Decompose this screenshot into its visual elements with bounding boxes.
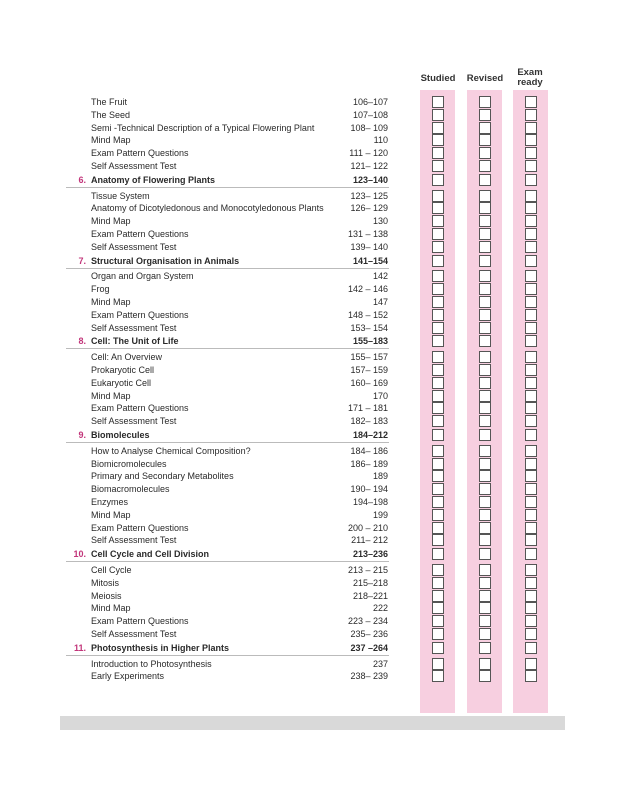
chapter-row bbox=[0, 642, 626, 655]
page-range: 190– 194 bbox=[350, 484, 388, 495]
revised-checkbox[interactable] bbox=[479, 628, 491, 640]
topic-row bbox=[0, 496, 626, 509]
topic-row bbox=[0, 445, 626, 458]
exam-ready-checkbox[interactable] bbox=[525, 548, 537, 560]
exam-ready-checkbox[interactable] bbox=[525, 351, 537, 363]
exam-ready-checkbox[interactable] bbox=[525, 202, 537, 214]
studied-checkbox[interactable] bbox=[432, 496, 444, 508]
revised-header: Revised bbox=[466, 73, 504, 84]
topic-title: Mind Map bbox=[91, 603, 131, 614]
page-range: 215–218 bbox=[352, 577, 388, 588]
revised-checkbox[interactable] bbox=[479, 109, 491, 121]
chapter-title: Cell Cycle and Cell Division bbox=[91, 549, 210, 560]
page-range: 111 – 120 bbox=[349, 148, 388, 159]
chapter-divider bbox=[66, 442, 389, 443]
revised-checkbox[interactable] bbox=[479, 642, 491, 654]
topic-title: Early Experiments bbox=[91, 671, 165, 682]
page-range: 200 – 210 bbox=[347, 522, 388, 533]
page-range: 238– 239 bbox=[350, 671, 388, 682]
exam-ready-checkbox[interactable] bbox=[525, 190, 537, 202]
exam-ready-checkbox[interactable] bbox=[525, 255, 537, 267]
revised-checkbox[interactable] bbox=[479, 509, 491, 521]
revised-checkbox[interactable] bbox=[479, 602, 491, 614]
chapter-number: 11. bbox=[73, 642, 86, 653]
exam-ready-checkbox[interactable] bbox=[525, 590, 537, 602]
topic-row bbox=[0, 364, 626, 377]
topic-title: Meiosis bbox=[91, 590, 122, 601]
studied-checkbox[interactable] bbox=[432, 509, 444, 521]
studied-checkbox[interactable] bbox=[432, 658, 444, 670]
page-range: 194–198 bbox=[352, 497, 388, 507]
exam-ready-checkbox[interactable] bbox=[525, 628, 537, 640]
chapter-row bbox=[0, 548, 626, 561]
studied-checkbox[interactable] bbox=[432, 255, 444, 267]
revised-checkbox[interactable] bbox=[479, 351, 491, 363]
exam-ready-checkbox[interactable] bbox=[525, 283, 537, 295]
exam-ready-checkbox[interactable] bbox=[525, 270, 537, 282]
page-range: 126– 129 bbox=[350, 203, 388, 214]
page-range: 141–154 bbox=[352, 255, 388, 266]
revised-checkbox[interactable] bbox=[479, 122, 491, 134]
topic-title: Exam Pattern Questions bbox=[91, 403, 189, 414]
topic-title: Mind Map bbox=[91, 297, 131, 307]
studied-checkbox[interactable] bbox=[432, 147, 444, 159]
chapter-divider bbox=[66, 348, 389, 349]
revised-checkbox[interactable] bbox=[479, 96, 491, 108]
topic-title: Primary and Secondary Metabolites bbox=[91, 471, 234, 482]
chapter-row bbox=[0, 335, 626, 348]
studied-checkbox[interactable] bbox=[432, 602, 444, 614]
studied-checkbox[interactable] bbox=[432, 590, 444, 602]
studied-checkbox[interactable] bbox=[432, 364, 444, 376]
studied-checkbox[interactable] bbox=[432, 122, 444, 134]
studied-checkbox[interactable] bbox=[432, 96, 444, 108]
studied-checkbox[interactable] bbox=[432, 522, 444, 534]
topic-title: Self Assessment Test bbox=[91, 322, 177, 333]
studied-checkbox[interactable] bbox=[432, 429, 444, 441]
topic-row bbox=[0, 270, 626, 283]
chapter-row bbox=[0, 255, 626, 268]
topic-title: Biomacromolecules bbox=[91, 484, 170, 495]
topic-row bbox=[0, 147, 626, 160]
topic-row bbox=[0, 228, 626, 241]
revised-checkbox[interactable] bbox=[479, 564, 491, 576]
topic-title: Cell Cycle bbox=[91, 565, 132, 575]
topic-title: Exam Pattern Questions bbox=[91, 148, 189, 159]
topic-title: Organ and Organ System bbox=[91, 271, 194, 282]
topic-row bbox=[0, 577, 626, 590]
exam-ready-checkbox[interactable] bbox=[525, 602, 537, 614]
chapter-divider bbox=[66, 561, 389, 562]
studied-checkbox[interactable] bbox=[432, 160, 444, 172]
exam-ready-checkbox[interactable] bbox=[525, 122, 537, 134]
page-range: 107–108 bbox=[352, 109, 388, 120]
studied-checkbox[interactable] bbox=[432, 470, 444, 482]
topic-title: Exam Pattern Questions bbox=[91, 229, 189, 239]
exam-ready-checkbox[interactable] bbox=[525, 160, 537, 172]
exam-ready-checkbox[interactable] bbox=[525, 415, 537, 427]
exam-ready-checkbox[interactable] bbox=[525, 377, 537, 389]
topic-row bbox=[0, 283, 626, 296]
studied-checkbox[interactable] bbox=[432, 628, 444, 640]
page-range: 160– 169 bbox=[350, 377, 388, 388]
exam-ready-checkbox[interactable] bbox=[525, 241, 537, 253]
revised-checkbox[interactable] bbox=[479, 296, 491, 308]
studied-checkbox[interactable] bbox=[432, 309, 444, 321]
topic-row bbox=[0, 402, 626, 415]
topic-title: The Fruit bbox=[91, 97, 128, 107]
page-range: 237 bbox=[372, 658, 388, 669]
topic-row bbox=[0, 483, 626, 496]
topic-row bbox=[0, 309, 626, 322]
studied-checkbox[interactable] bbox=[432, 109, 444, 121]
topic-title: Eukaryotic Cell bbox=[91, 377, 152, 388]
revised-checkbox[interactable] bbox=[479, 309, 491, 321]
topic-title: Anatomy of Dicotyledonous and Monocotyledonous Plants bbox=[91, 203, 324, 214]
revised-checkbox[interactable] bbox=[479, 402, 491, 414]
topic-row bbox=[0, 602, 626, 615]
revised-checkbox[interactable] bbox=[479, 190, 491, 202]
exam-ready-checkbox[interactable] bbox=[525, 335, 537, 347]
revised-checkbox[interactable] bbox=[479, 429, 491, 441]
studied-checkbox[interactable] bbox=[432, 445, 444, 457]
page-range: 110 bbox=[373, 135, 388, 146]
topic-row bbox=[0, 351, 626, 364]
studied-checkbox[interactable] bbox=[432, 270, 444, 282]
studied-checkbox[interactable] bbox=[432, 390, 444, 402]
revised-checkbox[interactable] bbox=[479, 658, 491, 670]
revised-checkbox[interactable] bbox=[479, 228, 491, 240]
studied-checkbox[interactable] bbox=[432, 615, 444, 627]
page-range: 155– 157 bbox=[350, 352, 388, 363]
topic-title: How to Analyse Chemical Composition? bbox=[91, 445, 251, 456]
topic-title: Introduction to Photosynthesis bbox=[91, 658, 212, 669]
exam-ready-checkbox[interactable] bbox=[525, 134, 537, 146]
studied-checkbox[interactable] bbox=[432, 670, 444, 682]
exam-ready-checkbox[interactable] bbox=[525, 483, 537, 495]
revised-checkbox[interactable] bbox=[479, 202, 491, 214]
page-range: 153– 154 bbox=[350, 322, 388, 333]
page-range: 182– 183 bbox=[350, 416, 388, 427]
topic-title: Self Assessment Test bbox=[91, 535, 177, 546]
page-range: 108– 109 bbox=[350, 122, 388, 133]
exam-ready-checkbox[interactable] bbox=[525, 429, 537, 441]
revised-checkbox[interactable] bbox=[479, 496, 491, 508]
page-range: 147 bbox=[372, 297, 388, 307]
studied-checkbox[interactable] bbox=[432, 174, 444, 186]
revised-checkbox[interactable] bbox=[479, 283, 491, 295]
studied-checkbox[interactable] bbox=[432, 534, 444, 546]
page-range: 170 bbox=[372, 390, 388, 401]
topic-row bbox=[0, 670, 626, 683]
page-range: 142 – 146 bbox=[347, 284, 388, 295]
topic-row bbox=[0, 615, 626, 628]
studied-header: Studied bbox=[420, 73, 456, 84]
studied-checkbox[interactable] bbox=[432, 190, 444, 202]
page-range: 123– 125 bbox=[350, 190, 388, 201]
exam-ready-checkbox[interactable] bbox=[525, 496, 537, 508]
exam-ready-checkbox[interactable] bbox=[525, 174, 537, 186]
page-range: 222 bbox=[372, 603, 388, 614]
topic-row bbox=[0, 122, 626, 135]
exam-ready-checkbox[interactable] bbox=[525, 577, 537, 589]
revised-checkbox[interactable] bbox=[479, 335, 491, 347]
page-range: 148 – 152 bbox=[347, 309, 388, 320]
topic-row bbox=[0, 458, 626, 471]
topic-title: The Seed bbox=[91, 109, 131, 120]
topic-row bbox=[0, 296, 626, 309]
topic-row bbox=[0, 522, 626, 535]
page-range: 213 – 215 bbox=[347, 565, 388, 575]
exam-ready-checkbox[interactable] bbox=[525, 658, 537, 670]
chapter-number: 10. bbox=[73, 549, 86, 560]
topic-row bbox=[0, 134, 626, 147]
revised-checkbox[interactable] bbox=[479, 390, 491, 402]
revised-checkbox[interactable] bbox=[479, 670, 491, 682]
exam-ready-checkbox[interactable] bbox=[525, 96, 537, 108]
exam-ready-checkbox[interactable] bbox=[525, 390, 537, 402]
page-range: 189 bbox=[372, 471, 388, 482]
studied-checkbox[interactable] bbox=[432, 458, 444, 470]
revised-checkbox[interactable] bbox=[479, 483, 491, 495]
revised-checkbox[interactable] bbox=[479, 364, 491, 376]
topic-row bbox=[0, 190, 626, 203]
topic-row bbox=[0, 415, 626, 428]
page-range: 218–221 bbox=[352, 590, 388, 601]
topic-title: Semi -Technical Description of a Typical Flowering Plant bbox=[91, 122, 315, 133]
topic-title: Self Assessment Test bbox=[91, 416, 177, 427]
studied-checkbox[interactable] bbox=[432, 228, 444, 240]
page-range: 235– 236 bbox=[350, 629, 388, 639]
topic-row bbox=[0, 241, 626, 254]
topic-title: Self Assessment Test bbox=[91, 629, 177, 639]
exam-ready-checkbox[interactable] bbox=[525, 109, 537, 121]
chapter-row bbox=[0, 174, 626, 187]
topic-title: Self Assessment Test bbox=[91, 161, 177, 171]
topic-title: Self Assessment Test bbox=[91, 241, 177, 252]
chapter-divider bbox=[66, 655, 389, 656]
topic-row bbox=[0, 470, 626, 483]
studied-checkbox[interactable] bbox=[432, 415, 444, 427]
studied-checkbox[interactable] bbox=[432, 402, 444, 414]
topic-row bbox=[0, 534, 626, 547]
exam-ready-checkbox[interactable] bbox=[525, 470, 537, 482]
revised-checkbox[interactable] bbox=[479, 445, 491, 457]
exam-ready-checkbox[interactable] bbox=[525, 402, 537, 414]
topic-row bbox=[0, 658, 626, 671]
topic-row bbox=[0, 109, 626, 122]
chapter-title: Photosynthesis in Higher Plants bbox=[91, 642, 230, 653]
page-range: 130 bbox=[372, 216, 388, 227]
topic-row bbox=[0, 628, 626, 641]
studied-checkbox[interactable] bbox=[432, 296, 444, 308]
topic-row bbox=[0, 202, 626, 215]
chapter-divider bbox=[66, 268, 389, 269]
exam-ready-checkbox[interactable] bbox=[525, 147, 537, 159]
revised-checkbox[interactable] bbox=[479, 458, 491, 470]
topic-title: Mind Map bbox=[91, 390, 131, 401]
exam-ready-header: Exam ready bbox=[517, 67, 543, 88]
topic-title: Mind Map bbox=[91, 216, 131, 227]
page-range: 131 – 138 bbox=[347, 229, 388, 239]
page-range: 139– 140 bbox=[350, 241, 388, 252]
studied-checkbox[interactable] bbox=[432, 283, 444, 295]
page-range: 211– 212 bbox=[351, 535, 388, 546]
revised-checkbox[interactable] bbox=[479, 548, 491, 560]
topic-row bbox=[0, 564, 626, 577]
exam-ready-checkbox[interactable] bbox=[525, 458, 537, 470]
page-range: 199 bbox=[372, 509, 388, 520]
page-range: 155–183 bbox=[352, 336, 388, 347]
topic-title: Mind Map bbox=[91, 509, 131, 520]
exam-ready-checkbox[interactable] bbox=[525, 642, 537, 654]
revised-checkbox[interactable] bbox=[479, 590, 491, 602]
topic-title: Mind Map bbox=[91, 135, 131, 146]
revised-checkbox[interactable] bbox=[479, 522, 491, 534]
exam-ready-checkbox[interactable] bbox=[525, 615, 537, 627]
exam-ready-checkbox[interactable] bbox=[525, 670, 537, 682]
page-range: 213–236 bbox=[352, 549, 388, 560]
topic-title: Prokaryotic Cell bbox=[91, 365, 155, 375]
page-range: 121– 122 bbox=[350, 161, 388, 171]
studied-checkbox[interactable] bbox=[432, 322, 444, 334]
revised-checkbox[interactable] bbox=[479, 160, 491, 172]
topic-title: Exam Pattern Questions bbox=[91, 522, 189, 533]
revised-checkbox[interactable] bbox=[479, 415, 491, 427]
chapter-title: Cell: The Unit of Life bbox=[91, 336, 179, 347]
page-range: 142 bbox=[372, 271, 388, 282]
topic-row bbox=[0, 215, 626, 228]
exam-ready-checkbox[interactable] bbox=[525, 296, 537, 308]
studied-checkbox[interactable] bbox=[432, 241, 444, 253]
revised-checkbox[interactable] bbox=[479, 615, 491, 627]
chapter-number: 6. bbox=[78, 174, 86, 185]
revised-checkbox[interactable] bbox=[479, 577, 491, 589]
topic-title: Exam Pattern Questions bbox=[91, 616, 189, 627]
studied-checkbox[interactable] bbox=[432, 335, 444, 347]
topic-row bbox=[0, 509, 626, 522]
topic-title: Mitosis bbox=[91, 577, 120, 588]
page-range: 123–140 bbox=[352, 174, 388, 185]
topic-row bbox=[0, 160, 626, 173]
studied-checkbox[interactable] bbox=[432, 351, 444, 363]
page-range: 184– 186 bbox=[350, 445, 388, 456]
footer-bar bbox=[60, 716, 565, 730]
page-range: 223 – 234 bbox=[347, 616, 388, 627]
exam-ready-checkbox[interactable] bbox=[525, 509, 537, 521]
page-range: 171 – 181 bbox=[347, 403, 388, 414]
exam-ready-checkbox[interactable] bbox=[525, 522, 537, 534]
page-range: 237 –264 bbox=[350, 642, 388, 653]
exam-ready-checkbox[interactable] bbox=[525, 322, 537, 334]
page-range: 106–107 bbox=[352, 97, 388, 107]
topic-row bbox=[0, 322, 626, 335]
page-range: 157– 159 bbox=[350, 365, 388, 375]
exam-ready-checkbox[interactable] bbox=[525, 564, 537, 576]
studied-checkbox[interactable] bbox=[432, 215, 444, 227]
revised-checkbox[interactable] bbox=[479, 134, 491, 146]
revised-checkbox[interactable] bbox=[479, 241, 491, 253]
revised-checkbox[interactable] bbox=[479, 174, 491, 186]
chapter-divider bbox=[66, 187, 389, 188]
studied-checkbox[interactable] bbox=[432, 202, 444, 214]
exam-ready-checkbox[interactable] bbox=[525, 215, 537, 227]
chapter-title: Biomolecules bbox=[91, 430, 150, 440]
exam-ready-checkbox[interactable] bbox=[525, 228, 537, 240]
studied-checkbox[interactable] bbox=[432, 642, 444, 654]
page-range: 186– 189 bbox=[350, 458, 388, 469]
topic-row bbox=[0, 590, 626, 603]
chapter-number: 8. bbox=[78, 336, 86, 347]
revised-checkbox[interactable] bbox=[479, 270, 491, 282]
studied-checkbox[interactable] bbox=[432, 483, 444, 495]
exam-ready-checkbox[interactable] bbox=[525, 364, 537, 376]
topic-row bbox=[0, 377, 626, 390]
topic-row bbox=[0, 390, 626, 403]
topic-title: Enzymes bbox=[91, 497, 129, 507]
revised-checkbox[interactable] bbox=[479, 215, 491, 227]
exam-ready-checkbox[interactable] bbox=[525, 309, 537, 321]
chapter-row bbox=[0, 429, 626, 442]
studied-checkbox[interactable] bbox=[432, 548, 444, 560]
topic-title: Biomicromolecules bbox=[91, 458, 167, 469]
chapter-title: Structural Organisation in Animals bbox=[91, 255, 240, 266]
revised-checkbox[interactable] bbox=[479, 147, 491, 159]
revised-checkbox[interactable] bbox=[479, 470, 491, 482]
studied-checkbox[interactable] bbox=[432, 577, 444, 589]
revised-checkbox[interactable] bbox=[479, 322, 491, 334]
revised-checkbox[interactable] bbox=[479, 377, 491, 389]
chapter-title: Anatomy of Flowering Plants bbox=[91, 174, 216, 185]
topic-title: Frog bbox=[91, 284, 110, 295]
revised-checkbox[interactable] bbox=[479, 255, 491, 267]
revised-checkbox[interactable] bbox=[479, 534, 491, 546]
page-range: 184–212 bbox=[352, 430, 388, 440]
topic-row bbox=[0, 96, 626, 109]
chapter-number: 9. bbox=[78, 430, 86, 440]
topic-title: Exam Pattern Questions bbox=[91, 309, 189, 320]
studied-checkbox[interactable] bbox=[432, 564, 444, 576]
exam-ready-checkbox[interactable] bbox=[525, 445, 537, 457]
studied-checkbox[interactable] bbox=[432, 377, 444, 389]
chapter-number: 7. bbox=[78, 255, 86, 266]
topic-title: Tissue System bbox=[91, 190, 150, 201]
exam-ready-checkbox[interactable] bbox=[525, 534, 537, 546]
studied-checkbox[interactable] bbox=[432, 134, 444, 146]
topic-title: Cell: An Overview bbox=[91, 352, 163, 363]
